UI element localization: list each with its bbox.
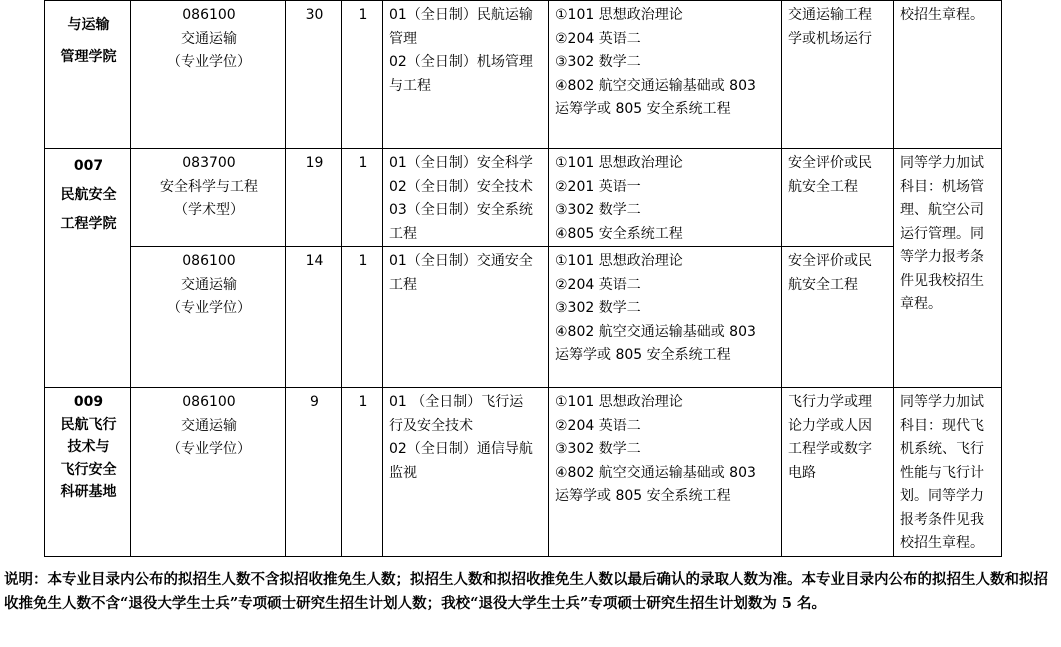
major-type: （专业学位） (167, 300, 251, 316)
major-type: （专业学位） (167, 441, 251, 457)
major-name: 安全科学与工程 (160, 178, 258, 195)
college-line: 民航安全 (60, 187, 117, 203)
directions-cell (383, 388, 549, 557)
exam-subjects-cell (549, 149, 782, 247)
remark-line: 校招生章程。 (900, 535, 984, 551)
exam-subjects-cell (549, 388, 782, 557)
remark-line: 报考条件见我 (900, 511, 984, 528)
major-cell (131, 149, 286, 247)
college-line: 科研基地 (60, 484, 117, 500)
college-line: 技术与 (67, 439, 110, 455)
remark-line: 性能与飞行计 (900, 464, 984, 481)
direction-line: 02（全日制）机场管理 (389, 54, 533, 70)
retest-line: 电路 (788, 464, 816, 481)
recommended-count: 1 (342, 388, 383, 557)
recommended-count: 1 (342, 149, 383, 247)
direction-line: 02（全日制）安全技术 (389, 178, 533, 195)
major-code: 086100 (182, 394, 236, 410)
retest-cell (782, 247, 894, 388)
exam-line: ①101 思想政治理论 (555, 253, 683, 269)
footnote: 说明：本专业目录内公布的拟招生人数不含拟招收推免生人数；拟招生人数和拟招收推免生人数以最后确认的录取人数为准。本专业目录内公布的拟招生人数和拟招收推免生人数不含“退役大学生士兵”专项硕士研究生招生计划人数；我校“退役大学生士兵”专项硕士研究生招生计划数为 5 名。 (4, 571, 1048, 612)
direction-line: 03（全日制）安全系统 (389, 202, 533, 218)
enrollment-count: 14 (286, 247, 342, 388)
exam-line: 运筹学或 805 安全系统工程 (555, 347, 731, 363)
major-type: （专业学位） (167, 54, 251, 70)
direction-line: 监视 (389, 464, 417, 481)
retest-cell (782, 149, 894, 247)
college-cell (45, 388, 131, 557)
major-name: 交通运输 (181, 276, 237, 293)
remark-line: 运行管理。同 (900, 225, 984, 242)
remark-line: 科目：机场管 (900, 178, 984, 195)
major-code: 083700 (182, 155, 236, 171)
exam-line: ③302 数学二 (555, 54, 641, 70)
directions-cell (383, 247, 549, 388)
direction-line: 管理 (389, 30, 417, 47)
major-cell (131, 247, 286, 388)
remark-line: 划。同等学力 (900, 488, 984, 504)
exam-line: ②204 英语二 (555, 30, 641, 47)
direction-line: 01（全日制）交通安全 (389, 253, 533, 269)
exam-line: ①101 思想政治理论 (555, 155, 683, 171)
college-line: 飞行安全 (60, 461, 117, 478)
exam-line: ②204 英语二 (555, 417, 641, 434)
directions-cell (383, 1, 549, 149)
exam-line: ①101 思想政治理论 (555, 7, 683, 23)
remark-cell (894, 1, 1002, 149)
college-code: 009 (73, 394, 104, 410)
exam-line: 运筹学或 805 安全系统工程 (555, 488, 731, 504)
exam-line: ③302 数学二 (555, 441, 641, 457)
remark-line: 章程。 (900, 296, 942, 312)
enrollment-count: 30 (286, 1, 342, 149)
remark-cell (894, 149, 1002, 388)
direction-line: 02（全日制）通信导航 (389, 441, 533, 457)
college-code: 007 (73, 158, 104, 174)
exam-line: ④802 航空交通运输基础或 803 (555, 464, 756, 481)
exam-line: ③302 数学二 (555, 300, 641, 316)
enrollment-count: 19 (286, 149, 342, 247)
exam-line: 运筹学或 805 安全系统工程 (555, 101, 731, 117)
remark-line: 件见我校招生 (900, 272, 984, 289)
table-row (45, 149, 1002, 247)
remark-line: 同等学力加试 (900, 394, 984, 410)
remark-line: 校招生章程。 (900, 7, 984, 23)
exam-subjects-cell (549, 1, 782, 149)
table-row (45, 1, 1002, 149)
direction-line: 01 （全日制）飞行运 (389, 394, 524, 410)
retest-line: 航安全工程 (788, 276, 858, 293)
major-name: 交通运输 (181, 417, 237, 434)
exam-line: ③302 数学二 (555, 202, 641, 218)
college-cell (45, 1, 131, 149)
retest-line: 学或机场运行 (788, 30, 872, 47)
direction-line: 01（全日制）安全科学 (389, 155, 533, 171)
retest-line: 安全评价或民 (788, 253, 872, 269)
major-code: 086100 (182, 7, 236, 23)
catalog-table (44, 0, 1002, 557)
recommended-count: 1 (342, 1, 383, 149)
exam-line: ②201 英语一 (555, 178, 641, 195)
direction-line: 与工程 (389, 77, 431, 94)
major-cell (131, 1, 286, 149)
major-code: 086100 (182, 253, 236, 269)
recommended-count: 1 (342, 247, 383, 388)
enrollment-count: 9 (286, 388, 342, 557)
remark-line: 科目：现代飞 (900, 417, 984, 434)
retest-cell (782, 388, 894, 557)
retest-line: 论力学或人因 (788, 417, 872, 434)
direction-line: 工程 (389, 225, 417, 242)
exam-line: ④802 航空交通运输基础或 803 (555, 77, 756, 94)
directions-cell (383, 149, 549, 247)
table-row (45, 388, 1002, 557)
college-line: 民航飞行 (60, 416, 117, 433)
retest-line: 交通运输工程 (788, 7, 872, 23)
remark-cell (894, 388, 1002, 557)
remark-line: 理、航空公司 (900, 202, 984, 218)
direction-line: 工程 (389, 276, 417, 293)
exam-subjects-cell (549, 247, 782, 388)
major-name: 交通运输 (181, 30, 237, 47)
college-line: 与运输 (67, 17, 110, 33)
major-cell (131, 388, 286, 557)
retest-line: 安全评价或民 (788, 155, 872, 171)
college-line: 工程学院 (60, 216, 117, 232)
retest-line: 航安全工程 (788, 178, 858, 195)
college-cell (45, 149, 131, 388)
retest-line: 飞行力学或理 (788, 394, 872, 410)
retest-cell (782, 1, 894, 149)
college-line: 管理学院 (60, 49, 117, 65)
remark-line: 等学力报考条 (900, 249, 984, 265)
retest-line: 工程学或数字 (788, 441, 872, 457)
table-row (45, 247, 1002, 388)
remark-line: 同等学力加试 (900, 155, 984, 171)
major-type: （学术型） (174, 202, 244, 218)
remark-line: 机系统、飞行 (900, 441, 984, 457)
direction-line: 01（全日制）民航运输 (389, 7, 533, 23)
exam-line: ④805 安全系统工程 (555, 225, 683, 242)
exam-line: ②204 英语二 (555, 276, 641, 293)
exam-line: ④802 航空交通运输基础或 803 (555, 323, 756, 340)
exam-line: ①101 思想政治理论 (555, 394, 683, 410)
direction-line: 行及安全技术 (389, 417, 473, 434)
